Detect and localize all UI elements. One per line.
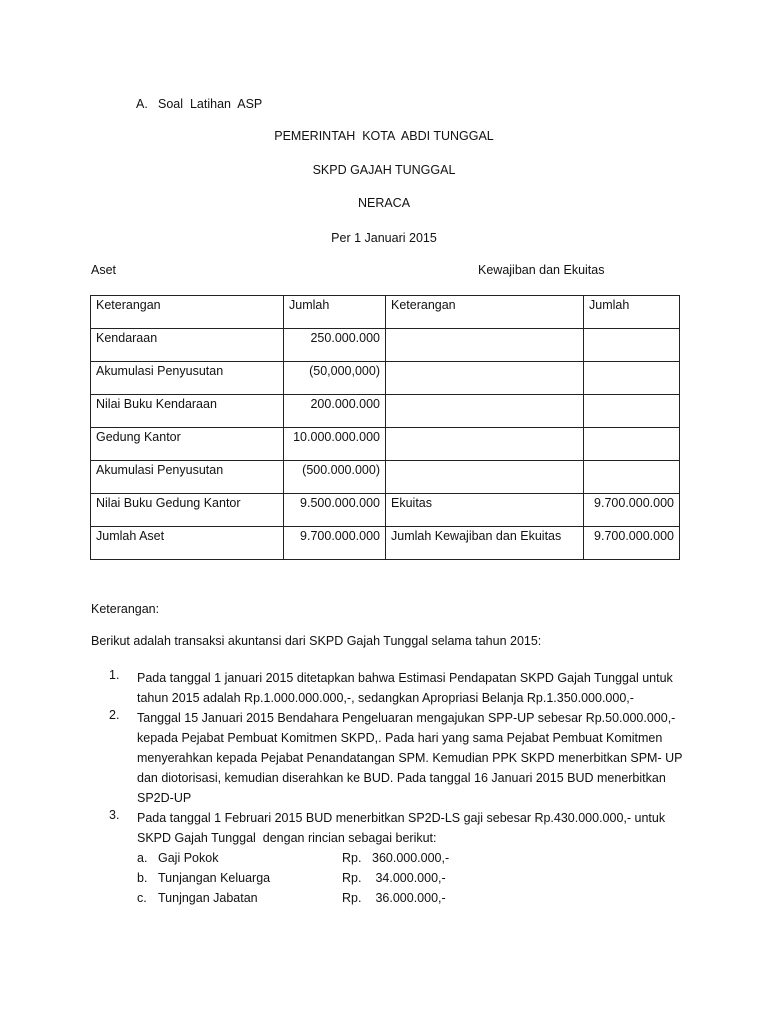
asset-value: 10.000.000.000 [284,428,386,461]
header-description: Keterangan [91,296,284,329]
table-row [91,395,680,428]
asset-value: 9.700.000.000 [284,527,386,560]
table-row [91,428,680,461]
list-text: menyerahkan kepada Pejabat Penandatangan SPM. Kemudian PPK SKPD menerbitkan SPM- UP [137,751,683,765]
list-text: Pada tanggal 1 Februari 2015 BUD menerbitkan SP2D-LS gaji sebesar Rp.430.000.000,- untuk [137,811,666,825]
liability-value [584,395,680,428]
list-number: 2. [109,708,120,722]
liability-label [386,395,584,428]
liability-label [386,362,584,395]
list-item [109,708,709,808]
notes-heading: Keterangan: [91,602,160,616]
asset-value: 200.000.000 [284,395,386,428]
list-text: kepada Pejabat Pembuat Komitmen SKPD,. Pada hari yang sama Pejabat Pembuat Komitmen [137,731,663,745]
liability-value: 9.700.000.000 [584,527,680,560]
salary-detail-row [137,868,709,888]
transaction-list [109,668,709,908]
table-row [91,329,680,362]
list-item [109,668,709,708]
detail-amount: 34.000.000,- [372,871,446,885]
liability-label [386,329,584,362]
list-text: Pada tanggal 1 januari 2015 ditetapkan bahwa Estimasi Pendapatan SKPD Gajah Tunggal untuk [137,671,673,685]
asset-value: 9.500.000.000 [284,494,386,527]
liability-value: 9.700.000.000 [584,494,680,527]
report-date: Per 1 Januari 2015 [331,231,437,245]
detail-name: Tunjangan Keluarga [158,871,271,885]
list-item [109,808,709,908]
liability-value [584,428,680,461]
detail-amount: 36.000.000,- [372,891,446,905]
detail-currency: Rp. [342,871,362,885]
liabilities-equity-heading: Kewajiban dan Ekuitas [478,263,605,277]
liability-value [584,362,680,395]
asset-label: Nilai Buku Kendaraan [91,395,284,428]
liability-label [386,428,584,461]
asset-label: Kendaraan [91,329,284,362]
asset-value: (50,000,000) [284,362,386,395]
asset-label: Gedung Kantor [91,428,284,461]
asset-label: Akumulasi Penyusutan [91,362,284,395]
table-header-row [91,296,680,329]
detail-letter: a. [137,851,148,865]
section-title: Soal Latihan ASP [158,97,263,111]
asset-value: (500.000.000) [284,461,386,494]
notes-intro: Berikut adalah transaksi akuntansi dari SKPD Gajah Tunggal selama tahun 2015: [91,634,542,648]
detail-name: Gaji Pokok [158,851,219,865]
asset-label: Jumlah Aset [91,527,284,560]
table-row [91,461,680,494]
table-row [91,362,680,395]
list-number: 3. [109,808,120,822]
header-description: Keterangan [386,296,584,329]
section-heading [136,97,262,111]
list-text: Tanggal 15 Januari 2015 Bendahara Pengeluaran mengajukan SPP-UP sebesar Rp.50.000.000,- [137,711,676,725]
list-text: SP2D-UP [137,791,192,805]
liability-value [584,329,680,362]
liability-value [584,461,680,494]
list-text: SKPD Gajah Tunggal dengan rincian sebagai berikut: [137,831,437,845]
balance-sheet-table [90,295,680,560]
detail-letter: b. [137,871,148,885]
liability-label [386,461,584,494]
section-letter: A. [136,97,148,111]
list-text: tahun 2015 adalah Rp.1.000.000.000,-, sedangkan Apropriasi Belanja Rp.1.350.000.000,- [137,691,634,705]
detail-letter: c. [137,891,147,905]
table-row [91,494,680,527]
asset-value: 250.000.000 [284,329,386,362]
liability-label: Ekuitas [386,494,584,527]
government-title: PEMERINTAH KOTA ABDI TUNGGAL [274,129,494,143]
header-amount: Jumlah [584,296,680,329]
salary-detail-row [137,888,709,908]
header-amount: Jumlah [284,296,386,329]
detail-currency: Rp. [342,891,362,905]
table-total-row [91,527,680,560]
list-number: 1. [109,668,120,682]
report-title: NERACA [357,196,411,210]
asset-label: Nilai Buku Gedung Kantor [91,494,284,527]
detail-amount: 360.000.000,- [372,851,450,865]
detail-currency: Rp. [342,851,362,865]
salary-detail-row [137,848,709,868]
liability-label: Jumlah Kewajiban dan Ekuitas [386,527,584,560]
detail-name: Tunjngan Jabatan [158,891,258,905]
list-text: dan diotorisasi, kemudian diserahkan ke BUD. Pada tanggal 16 Januari 2015 BUD menerbitkan [137,771,666,785]
asset-label: Akumulasi Penyusutan [91,461,284,494]
unit-title: SKPD GAJAH TUNGGAL [312,163,456,177]
assets-heading: Aset [91,263,117,277]
